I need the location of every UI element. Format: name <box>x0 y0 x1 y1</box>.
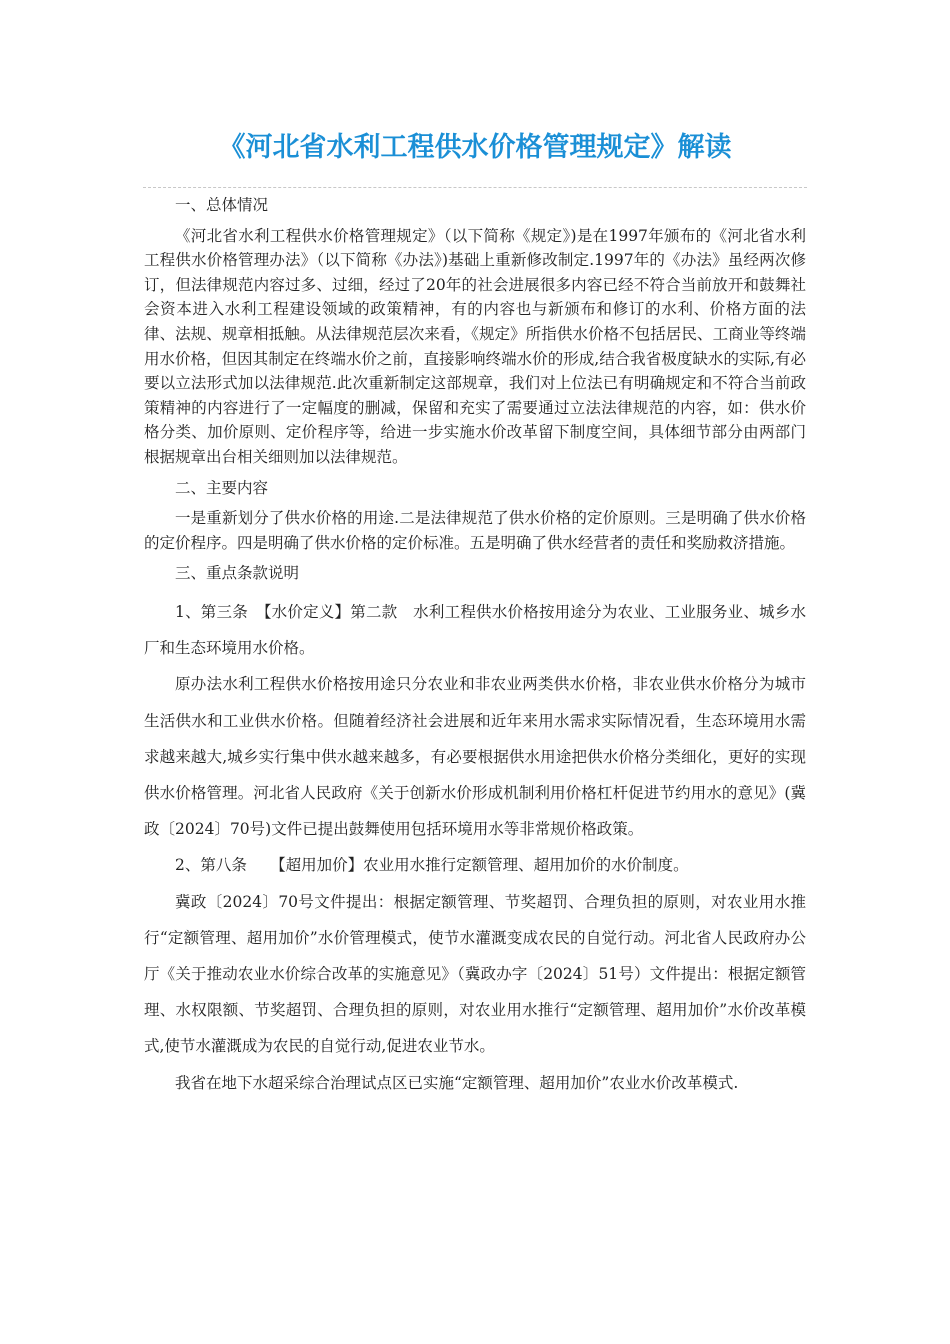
paragraph-article-3-explanation: 原办法水利工程供水价格按用途只分农业和非农业两类供水价格，非农业供水价格分为城市生活供水和工业供水价格。但随着经济社会进展和近年来用水需求实际情况看，生态环境用水需求越来越大,城乡实行集中供水越来越多，有必要根据供水用途把供水价格分类细化，更好的实现供水价格管理。河北省人民政府《关于创新水价形成机制利用价格杠杆促进节约用水的意见》(冀政〔2024〕70号)文件已提出鼓舞使用包括环境用水等非常规价格政策。 <box>144 675 806 839</box>
title-divider <box>143 187 807 188</box>
clause-article-3: 1、第三条 【水价定义】第二款 水利工程供水价格按用途分为农业、工业服务业、城乡水厂和生态环境用水价格。 <box>144 602 806 658</box>
paragraph-article-8-explanation: 冀政〔2024〕70号文件提出：根据定额管理、节奖超罚、合理负担的原则，对农业用水推行“定额管理、超用加价”水价管理模式，使节水灌溉变成农民的自觉行动。河北省人民政府办公厅《关于推动农业水价综合改革的实施意见》（冀政办字〔2024〕51号）文件提出：根据定额管理、水权限额、节奖超罚、合理负担的原则，对农业用水推行“定额管理、超用加价”水价改革模式,使节水灌溉成为农民的自觉行动,促进农业节水。 <box>144 892 806 1056</box>
section-heading-key-clauses: 三、重点条款说明 <box>175 564 300 583</box>
page-title: 《河北省水利工程供水价格管理规定》解读 <box>218 132 732 163</box>
paragraph-pilot-areas: 我省在地下水超采综合治理试点区已实施“定额管理、超用加价”农业水价改革模式. <box>175 1073 739 1092</box>
clause-article-8: 2、第八条 【超用加价】农业用水推行定额管理、超用加价的水价制度。 <box>175 856 689 875</box>
document-body <box>144 193 806 1101</box>
section-heading-overview: 一、总体情况 <box>175 196 269 214</box>
paragraph-main-content: 一是重新划分了供水价格的用途.二是法律规范了供水价格的定价原则。三是明确了供水价格的定价程序。四是明确了供水价格的定价标准。五是明确了供水经营者的责任和奖励救济措施。 <box>144 509 806 552</box>
paragraph-overview: 《河北省水利工程供水价格管理规定》（以下简称《规定》)是在1997年颁布的《河北省水利工程供水价格管理办法》（以下简称《办法》)基础上重新修改制定.1997年的《办法》虽经两次修订，但法律规范内容过多、过细，经过了20年的社会进展很多内容已经不符合当前放开和鼓舞社会资本进入水利工程建设领域的政策精神，有的内容也与新颁布和修订的水利、价格方面的法律、法规、规章相抵触。从法律规范层次来看，《规定》所指供水价格不包括居民、工商业等终端用水价格，但因其制定在终端水价之前，直接影响终端水价的形成,结合我省极度缺水的实际,有必要以立法形式加以法律规范.此次重新制定这部规章，我们对上位法已有明确规定和不符合当前政策精神的内容进行了一定幅度的删减，保留和充实了需要通过立法法律规范的内容，如：供水价格分类、加价原则、定价程序等，给进一步实施水价改革留下制度空间，具体细节部分由两部门根据规章出台相关细则加以法律规范。 <box>144 226 806 466</box>
section-heading-main-content: 二、主要内容 <box>175 478 269 497</box>
